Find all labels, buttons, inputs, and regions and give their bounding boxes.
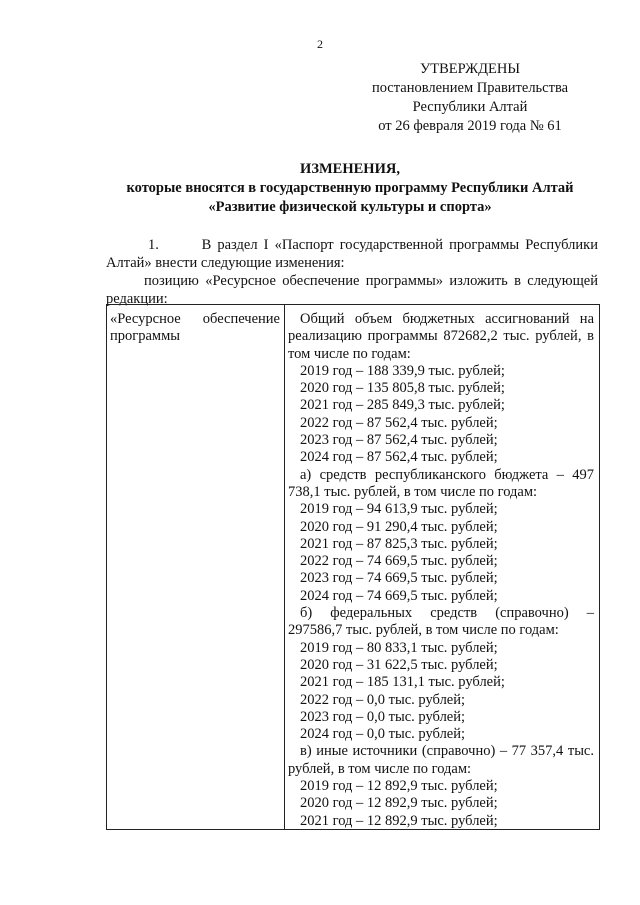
- year-line: 2019 год – 94 613,9 тыс. рублей;: [300, 501, 498, 518]
- paragraph-2: позицию «Ресурсное обеспечение программы» изложить в следующей редакции:: [106, 273, 598, 307]
- section-c-heading: в) иные источники (справочно) – 77 357,4 тыс. рублей, в том числе по годам:: [288, 743, 594, 777]
- page-number: 2: [317, 37, 323, 51]
- title-line: «Развитие физической культуры и спорта»: [208, 199, 492, 215]
- section-a-heading: а) средств республиканского бюджета – 497 738,1 тыс. рублей, в том числе по годам:: [288, 466, 594, 500]
- resource-table: [106, 304, 600, 830]
- year-line: 2023 год – 74 669,5 тыс. рублей;: [300, 570, 498, 587]
- approval-line: Республики Алтай: [412, 99, 528, 115]
- year-line: 2019 год – 12 892,9 тыс. рублей;: [300, 778, 498, 795]
- year-line: 2019 год – 188 339,9 тыс. рублей;: [300, 362, 505, 379]
- year-line: 2024 год – 74 669,5 тыс. рублей;: [300, 587, 498, 604]
- year-line: 2020 год – 12 892,9 тыс. рублей;: [300, 795, 498, 812]
- table-left-label: «Ресурсное обеспечение программы: [110, 311, 280, 345]
- document-title: [100, 160, 600, 217]
- approval-line: постановлением Правительства: [371, 80, 569, 96]
- approval-block: [340, 60, 600, 136]
- year-line: 2020 год – 91 290,4 тыс. рублей;: [300, 518, 498, 535]
- year-line: 2023 год – 0,0 тыс. рублей;: [300, 708, 466, 725]
- total-years-list: [288, 363, 594, 467]
- paragraph-1: 1. В раздел I «Паспорт государственной программы Республики Алтай» внести следующие изменения:: [106, 237, 598, 271]
- year-line: 2020 год – 135 805,8 тыс. рублей;: [300, 380, 505, 397]
- table-divider: [284, 305, 285, 829]
- year-line: 2024 год – 87 562,4 тыс. рублей;: [300, 449, 498, 466]
- section-c-years-list: [288, 778, 594, 830]
- year-line: 2024 год – 0,0 тыс. рублей;: [300, 726, 466, 743]
- funding-intro: Общий объем бюджетных ассигнований на реализацию программы 872682,2 тыс. рублей, в том числе по годам:: [288, 311, 594, 362]
- table-right-cell: [288, 311, 594, 830]
- year-line: 2021 год – 185 131,1 тыс. рублей;: [300, 674, 505, 691]
- year-line: 2021 год – 87 825,3 тыс. рублей;: [300, 535, 498, 552]
- year-line: 2021 год – 12 892,9 тыс. рублей;: [300, 812, 498, 829]
- approval-heading: УТВЕРЖДЕНЫ: [419, 61, 521, 77]
- year-line: 2020 год – 31 622,5 тыс. рублей;: [300, 656, 498, 673]
- title-line: которые вносятся в государственную программу Республики Алтай: [126, 180, 574, 196]
- section-b-years-list: [288, 640, 594, 744]
- year-line: 2022 год – 74 669,5 тыс. рублей;: [300, 553, 498, 570]
- title-line: ИЗМЕНЕНИЯ,: [300, 161, 400, 177]
- section-a-years-list: [288, 501, 594, 605]
- year-line: 2022 год – 0,0 тыс. рублей;: [300, 691, 466, 708]
- year-line: 2023 год – 87 562,4 тыс. рублей;: [300, 432, 498, 449]
- year-line: 2019 год – 80 833,1 тыс. рублей;: [300, 639, 498, 656]
- year-line: 2022 год – 87 562,4 тыс. рублей;: [300, 414, 498, 431]
- section-b-heading: б) федеральных средств (справочно) – 297586,7 тыс. рублей, в том числе по годам:: [288, 605, 594, 639]
- year-line: 2021 год – 285 849,3 тыс. рублей;: [300, 397, 505, 414]
- approval-line: от 26 февраля 2019 года № 61: [378, 118, 562, 134]
